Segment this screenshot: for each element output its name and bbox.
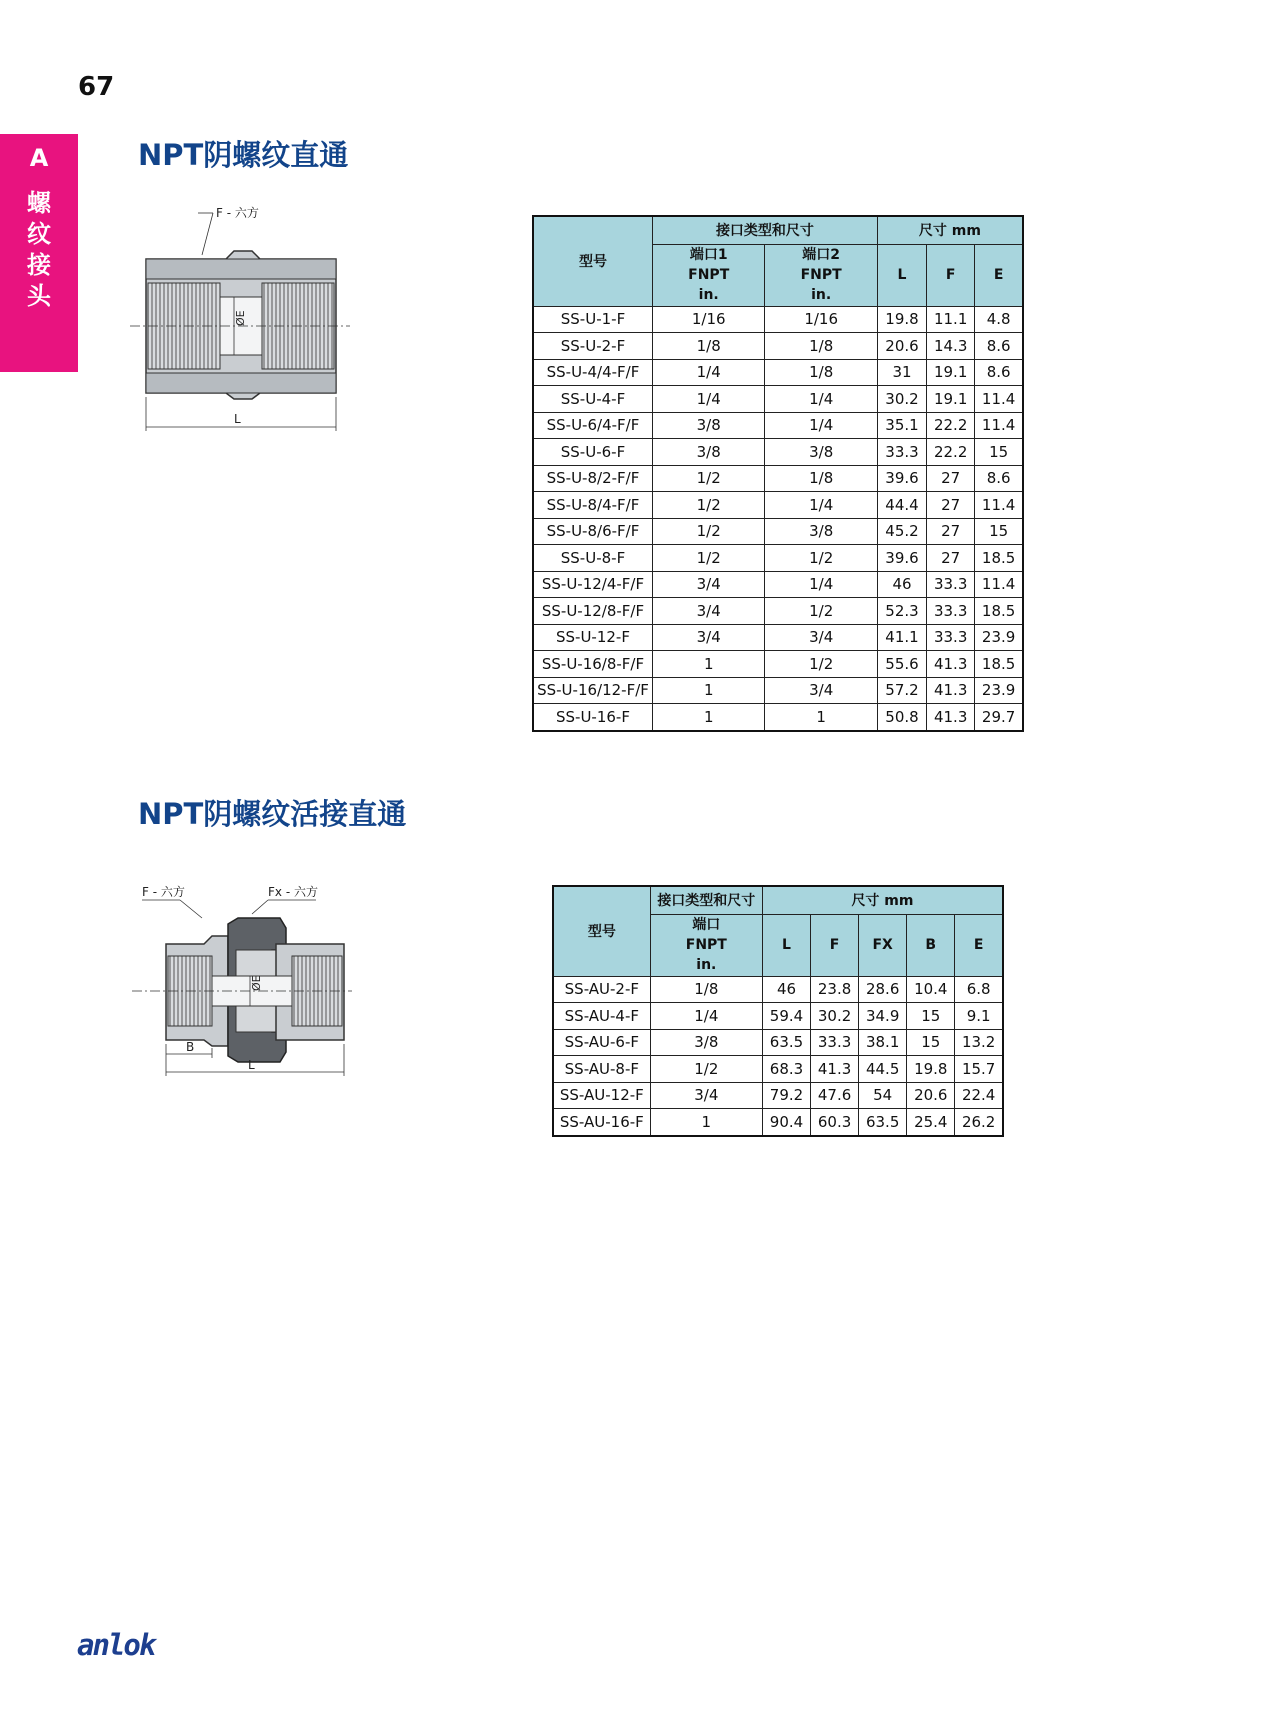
value-cell: 41.3 — [811, 1056, 859, 1083]
value-cell: 9.1 — [955, 1003, 1003, 1030]
value-cell: 38.1 — [859, 1029, 907, 1056]
value-cell: 22.2 — [927, 412, 975, 439]
value-cell: 26.2 — [955, 1109, 1003, 1136]
header-port1-line: 端口1 — [689, 247, 728, 263]
value-cell: 90.4 — [762, 1109, 810, 1136]
table-row — [553, 1109, 1003, 1136]
value-cell: 68.3 — [762, 1056, 810, 1083]
header-model: 型号 — [533, 216, 652, 306]
value-cell: 25.4 — [907, 1109, 955, 1136]
value-cell: 1/4 — [652, 386, 764, 413]
female-union-fitting-table — [552, 885, 1004, 1137]
value-cell: 23.9 — [975, 624, 1023, 651]
section-tab — [0, 134, 78, 372]
model-cell: SS-AU-12-F — [553, 1082, 650, 1109]
length-label: L — [234, 412, 241, 426]
value-cell: 15 — [907, 1003, 955, 1030]
header-port1-line: in. — [698, 287, 719, 303]
header-port2-line: FNPT — [800, 267, 842, 283]
value-cell: 1/2 — [650, 1056, 762, 1083]
table-row — [533, 359, 1023, 386]
value-cell: 15 — [907, 1029, 955, 1056]
value-cell: 50.8 — [877, 704, 926, 731]
model-cell: SS-AU-8-F — [553, 1056, 650, 1083]
header-dim-f: F — [927, 244, 975, 306]
value-cell: 1/4 — [765, 492, 877, 519]
value-cell: 8.6 — [975, 333, 1023, 360]
section-tab-char: 接 — [27, 251, 51, 279]
table-row — [533, 624, 1023, 651]
table-row — [533, 677, 1023, 704]
table-row — [533, 518, 1023, 545]
value-cell: 27 — [927, 465, 975, 492]
value-cell: 3/8 — [765, 518, 877, 545]
header-port2 — [765, 244, 877, 306]
value-cell: 1/8 — [765, 333, 877, 360]
value-cell: 23.8 — [811, 976, 859, 1003]
section-tab-char: 螺 — [27, 189, 51, 217]
value-cell: 59.4 — [762, 1003, 810, 1030]
value-cell: 60.3 — [811, 1109, 859, 1136]
value-cell: 19.1 — [927, 359, 975, 386]
value-cell: 8.6 — [975, 465, 1023, 492]
header-port — [650, 914, 762, 976]
value-cell: 33.3 — [927, 624, 975, 651]
value-cell: 3/4 — [650, 1082, 762, 1109]
hex-label: F - 六方 — [216, 206, 259, 220]
table-row — [533, 571, 1023, 598]
value-cell: 1/8 — [650, 976, 762, 1003]
header-dim-e: E — [955, 914, 1003, 976]
value-cell: 19.1 — [927, 386, 975, 413]
value-cell: 27 — [927, 518, 975, 545]
value-cell: 15 — [975, 518, 1023, 545]
value-cell: 30.2 — [877, 386, 926, 413]
model-cell: SS-U-8-F — [533, 545, 652, 572]
model-cell: SS-AU-4-F — [553, 1003, 650, 1030]
header-dim-fx: FX — [859, 914, 907, 976]
model-cell: SS-U-12-F — [533, 624, 652, 651]
value-cell: 44.4 — [877, 492, 926, 519]
brand-logo: anlok — [77, 1628, 155, 1662]
value-cell: 44.5 — [859, 1056, 907, 1083]
table-row — [533, 598, 1023, 625]
value-cell: 15 — [975, 439, 1023, 466]
b-label: B — [186, 1040, 195, 1054]
table-row — [533, 386, 1023, 413]
value-cell: 18.5 — [975, 545, 1023, 572]
value-cell: 33.3 — [927, 598, 975, 625]
value-cell: 3/8 — [652, 412, 764, 439]
header-port-line: in. — [696, 957, 717, 973]
value-cell: 1/2 — [652, 465, 764, 492]
model-cell: SS-U-12/4-F/F — [533, 571, 652, 598]
model-cell: SS-U-16/8-F/F — [533, 651, 652, 678]
model-cell: SS-U-8/4-F/F — [533, 492, 652, 519]
value-cell: 1 — [652, 704, 764, 731]
table-row — [553, 1082, 1003, 1109]
female-union-table-body — [533, 306, 1023, 731]
diameter-label: ØE — [234, 310, 247, 326]
value-cell: 35.1 — [877, 412, 926, 439]
model-cell: SS-AU-16-F — [553, 1109, 650, 1136]
value-cell: 34.9 — [859, 1003, 907, 1030]
length-label: L — [248, 1058, 255, 1072]
model-cell: SS-U-8/6-F/F — [533, 518, 652, 545]
value-cell: 1/4 — [765, 571, 877, 598]
value-cell: 30.2 — [811, 1003, 859, 1030]
table-row — [533, 439, 1023, 466]
header-port1 — [652, 244, 764, 306]
header-port1-line: FNPT — [688, 267, 730, 283]
value-cell: 39.6 — [877, 465, 926, 492]
value-cell: 11.4 — [975, 412, 1023, 439]
section-tab-char: 纹 — [27, 220, 51, 248]
value-cell: 11.4 — [975, 386, 1023, 413]
diameter-label: ØE — [250, 975, 263, 991]
value-cell: 3/8 — [652, 439, 764, 466]
section-tab-char: 头 — [27, 282, 51, 310]
value-cell: 47.6 — [811, 1082, 859, 1109]
value-cell: 4.8 — [975, 306, 1023, 333]
model-cell: SS-AU-2-F — [553, 976, 650, 1003]
value-cell: 1/8 — [765, 465, 877, 492]
value-cell: 1/2 — [765, 598, 877, 625]
header-port2-line: 端口2 — [802, 247, 841, 263]
value-cell: 3/8 — [650, 1029, 762, 1056]
table-row — [533, 333, 1023, 360]
value-cell: 79.2 — [762, 1082, 810, 1109]
value-cell: 1 — [652, 677, 764, 704]
female-union-table — [532, 215, 1024, 732]
value-cell: 1/4 — [765, 412, 877, 439]
value-cell: 1 — [650, 1109, 762, 1136]
value-cell: 20.6 — [907, 1082, 955, 1109]
table-row — [533, 704, 1023, 731]
hex2-label: Fx - 六方 — [268, 885, 318, 899]
hex-label: F - 六方 — [142, 885, 185, 899]
value-cell: 3/8 — [765, 439, 877, 466]
value-cell: 11.4 — [975, 492, 1023, 519]
header-port-group: 接口类型和尺寸 — [650, 886, 762, 914]
header-dim-l: L — [762, 914, 810, 976]
value-cell: 1/2 — [652, 492, 764, 519]
value-cell: 23.9 — [975, 677, 1023, 704]
value-cell: 33.3 — [811, 1029, 859, 1056]
header-dim-f: F — [811, 914, 859, 976]
value-cell: 29.7 — [975, 704, 1023, 731]
table-row — [533, 465, 1023, 492]
model-cell: SS-U-16-F — [533, 704, 652, 731]
value-cell: 55.6 — [877, 651, 926, 678]
value-cell: 11.4 — [975, 571, 1023, 598]
value-cell: 13.2 — [955, 1029, 1003, 1056]
value-cell: 1/16 — [765, 306, 877, 333]
section-title-female-union: NPT阴螺纹直通 — [138, 138, 349, 172]
value-cell: 3/4 — [652, 598, 764, 625]
value-cell: 33.3 — [877, 439, 926, 466]
value-cell: 20.6 — [877, 333, 926, 360]
value-cell: 46 — [762, 976, 810, 1003]
value-cell: 19.8 — [877, 306, 926, 333]
value-cell: 63.5 — [859, 1109, 907, 1136]
page-number: 67 — [78, 72, 115, 102]
table-row — [533, 492, 1023, 519]
header-dim-e: E — [975, 244, 1023, 306]
model-cell: SS-U-12/8-F/F — [533, 598, 652, 625]
header-dim-b: B — [907, 914, 955, 976]
value-cell: 1/8 — [765, 359, 877, 386]
model-cell: SS-U-6-F — [533, 439, 652, 466]
model-cell: SS-U-4-F — [533, 386, 652, 413]
header-dim-l: L — [877, 244, 926, 306]
header-model: 型号 — [553, 886, 650, 976]
model-cell: SS-U-1-F — [533, 306, 652, 333]
table-row — [533, 412, 1023, 439]
value-cell: 15.7 — [955, 1056, 1003, 1083]
value-cell: 1/4 — [652, 359, 764, 386]
table-row — [553, 976, 1003, 1003]
header-dimension-group: 尺寸 mm — [762, 886, 1003, 914]
table-row — [553, 1029, 1003, 1056]
value-cell: 57.2 — [877, 677, 926, 704]
value-cell: 41.3 — [927, 704, 975, 731]
value-cell: 3/4 — [652, 571, 764, 598]
value-cell: 1/4 — [765, 386, 877, 413]
value-cell: 33.3 — [927, 571, 975, 598]
model-cell: SS-U-2-F — [533, 333, 652, 360]
header-port-line: FNPT — [685, 937, 727, 953]
value-cell: 22.2 — [927, 439, 975, 466]
model-cell: SS-AU-6-F — [553, 1029, 650, 1056]
value-cell: 1/16 — [652, 306, 764, 333]
value-cell: 19.8 — [907, 1056, 955, 1083]
value-cell: 18.5 — [975, 651, 1023, 678]
value-cell: 41.3 — [927, 651, 975, 678]
header-port-line: 端口 — [692, 917, 721, 933]
value-cell: 3/4 — [652, 624, 764, 651]
value-cell: 1/2 — [765, 651, 877, 678]
model-cell: SS-U-8/2-F/F — [533, 465, 652, 492]
value-cell: 10.4 — [907, 976, 955, 1003]
header-port2-line: in. — [811, 287, 832, 303]
value-cell: 6.8 — [955, 976, 1003, 1003]
value-cell: 27 — [927, 492, 975, 519]
female-union-drawing — [130, 205, 350, 437]
table-row — [533, 306, 1023, 333]
female-union-fitting-table-body — [553, 976, 1003, 1136]
value-cell: 11.1 — [927, 306, 975, 333]
table-row — [553, 1003, 1003, 1030]
value-cell: 1/4 — [650, 1003, 762, 1030]
table-row — [553, 1056, 1003, 1083]
value-cell: 22.4 — [955, 1082, 1003, 1109]
value-cell: 1/2 — [652, 545, 764, 572]
value-cell: 45.2 — [877, 518, 926, 545]
value-cell: 18.5 — [975, 598, 1023, 625]
model-cell: SS-U-4/4-F/F — [533, 359, 652, 386]
value-cell: 3/4 — [765, 624, 877, 651]
value-cell: 3/4 — [765, 677, 877, 704]
value-cell: 63.5 — [762, 1029, 810, 1056]
female-union-fitting-drawing — [132, 880, 352, 1080]
value-cell: 39.6 — [877, 545, 926, 572]
value-cell: 1/2 — [652, 518, 764, 545]
value-cell: 31 — [877, 359, 926, 386]
value-cell: 1 — [652, 651, 764, 678]
value-cell: 41.3 — [927, 677, 975, 704]
value-cell: 28.6 — [859, 976, 907, 1003]
value-cell: 1/2 — [765, 545, 877, 572]
value-cell: 41.1 — [877, 624, 926, 651]
value-cell: 8.6 — [975, 359, 1023, 386]
value-cell: 52.3 — [877, 598, 926, 625]
table-row — [533, 651, 1023, 678]
section-tab-letter: A — [29, 144, 49, 172]
value-cell: 14.3 — [927, 333, 975, 360]
section-title-female-union-fitting: NPT阴螺纹活接直通 — [138, 797, 407, 831]
value-cell: 1 — [765, 704, 877, 731]
value-cell: 27 — [927, 545, 975, 572]
value-cell: 54 — [859, 1082, 907, 1109]
header-port-group: 接口类型和尺寸 — [652, 216, 877, 244]
model-cell: SS-U-6/4-F/F — [533, 412, 652, 439]
model-cell: SS-U-16/12-F/F — [533, 677, 652, 704]
value-cell: 1/8 — [652, 333, 764, 360]
table-row — [533, 545, 1023, 572]
header-dimension-group: 尺寸 mm — [877, 216, 1023, 244]
value-cell: 46 — [877, 571, 926, 598]
